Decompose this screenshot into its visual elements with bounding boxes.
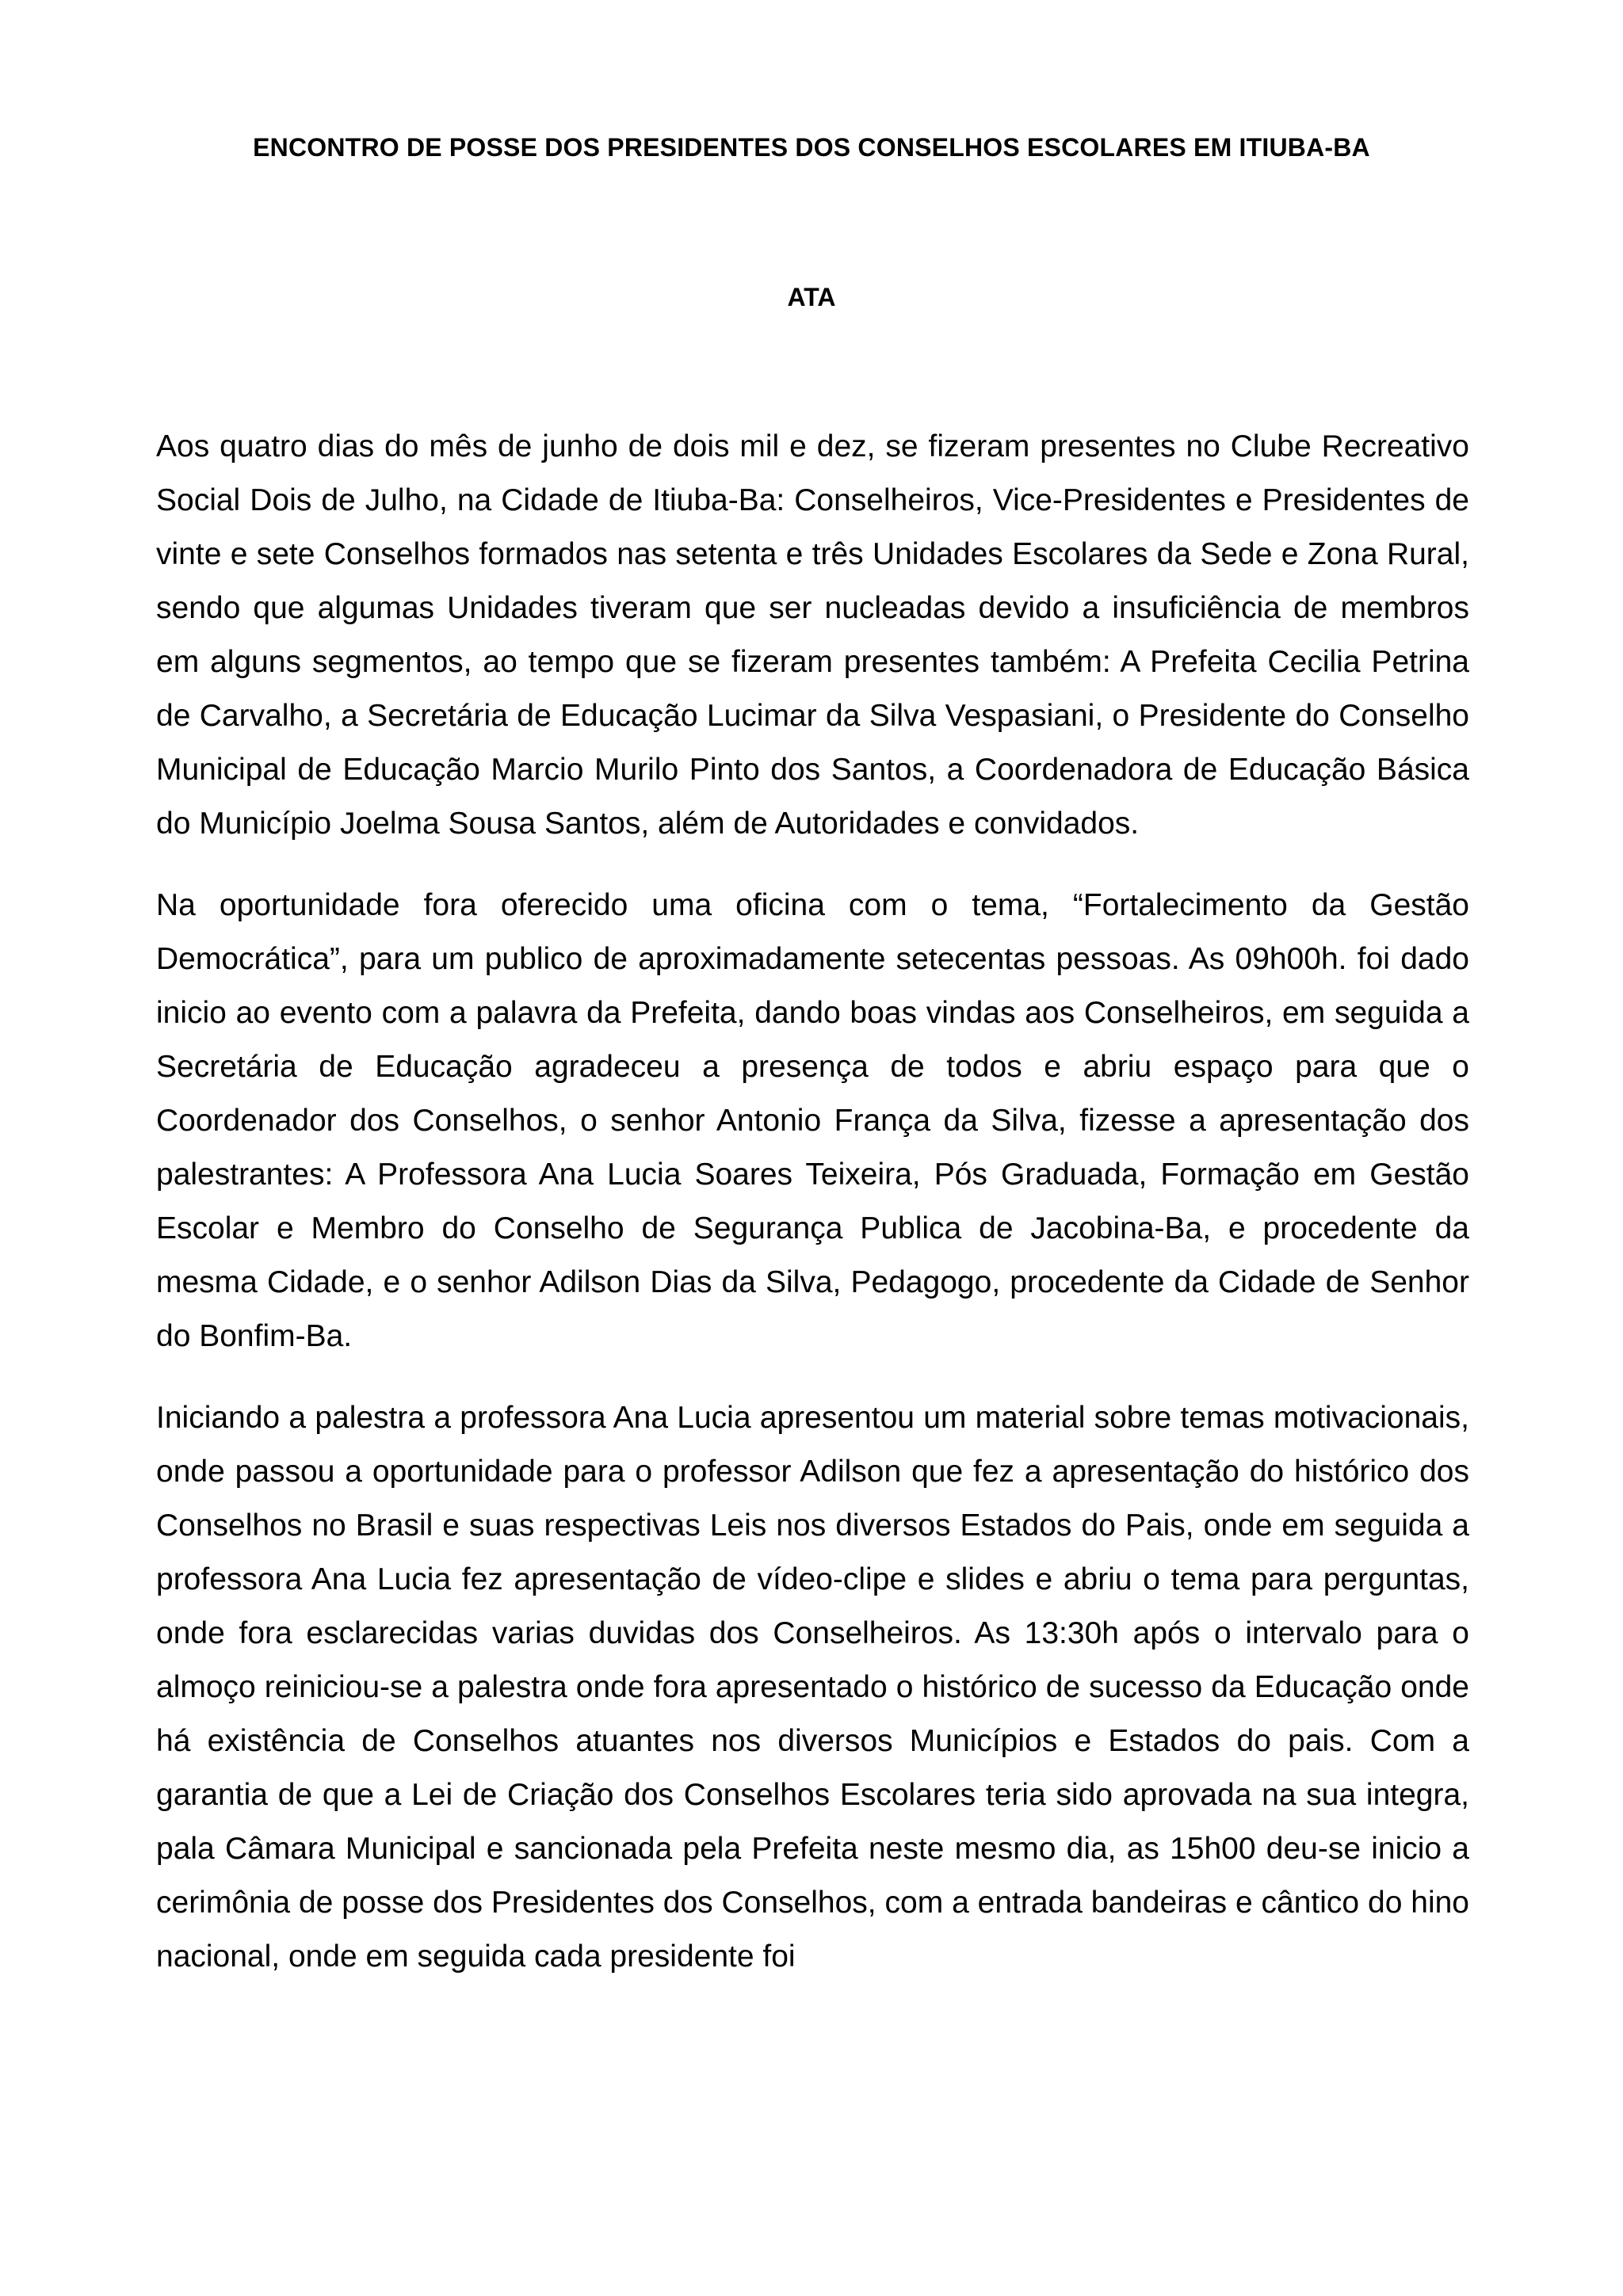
document-body — [156, 420, 1469, 2012]
paragraph-2: Na oportunidade fora oferecido uma oficina com o tema, “Fortalecimento da Gestão Democrática”, para um publico de aproximadamente setecentas pessoas. As 09h00h. foi dado inicio ao evento com a palavra da Prefeita, dando boas vindas aos Conselheiros, em seguida a Secretária de Educação agradeceu a presença de todos e abriu espaço para que o Coordenador dos Conselhos, o senhor Antonio França da Silva, fizesse a apresentação dos palestrantes: A Professora Ana Lucia Soares Teixeira, Pós Graduada, Formação em Gestão Escolar e Membro do Conselho de Segurança Publica de Jacobina-Ba, e procedente da mesma Cidade, e o senhor Adilson Dias da Silva, Pedagogo, procedente da Cidade de Senhor do Bonfim-Ba. — [156, 888, 1469, 1353]
document-subtitle: ATA — [787, 283, 836, 311]
document-title: ENCONTRO DE POSSE DOS PRESIDENTES DOS CONSELHOS ESCOLARES EM ITIUBA-BA — [253, 133, 1370, 162]
paragraph-3: Iniciando a palestra a professora Ana Lucia apresentou um material sobre temas motivacionais, onde passou a oportunidade para o professor Adilson que fez a apresentação do histórico dos Conselhos no Brasil e suas respectivas Leis nos diversos Estados do Pais, onde em seguida a professora Ana Lucia fez apresentação de vídeo-clipe e slides e abriu o tema para perguntas, onde fora esclarecidas varias duvidas dos Conselheiros. As 13:30h após o intervalo para o almoço reiniciou-se a palestra onde fora apresentado o histórico de sucesso da Educação onde há existência de Conselhos atuantes nos diversos Municípios e Estados do pais. Com a garantia de que a Lei de Criação dos Conselhos Escolares teria sido aprovada na sua integra, pala Câmara Municipal e sancionada pela Prefeita neste mesmo dia, as 15h00 deu-se inicio a cerimônia de posse dos Presidentes dos Conselhos, com a entrada bandeiras e cântico do hino nacional, onde em seguida cada presidente foi — [156, 1401, 1469, 1974]
paragraph-1: Aos quatro dias do mês de junho de dois mil e dez, se fizeram presentes no Clube Recreativo Social Dois de Julho, na Cidade de Itiuba-Ba: Conselheiros, Vice-Presidentes e Presidentes de vinte e sete Conselhos formados nas setenta e três Unidades Escolares da Sede e Zona Rural, sendo que algumas Unidades tiveram que ser nucleadas devido a insuficiência de membros em alguns segmentos, ao tempo que se fizeram presentes também: A Prefeita Cecilia Petrina de Carvalho, a Secretária de Educação Lucimar da Silva Vespasiani, o Presidente do Conselho Municipal de Educação Marcio Murilo Pinto dos Santos, a Coordenadora de Educação Básica do Município Joelma Sousa Santos, além de Autoridades e convidados. — [156, 429, 1469, 841]
